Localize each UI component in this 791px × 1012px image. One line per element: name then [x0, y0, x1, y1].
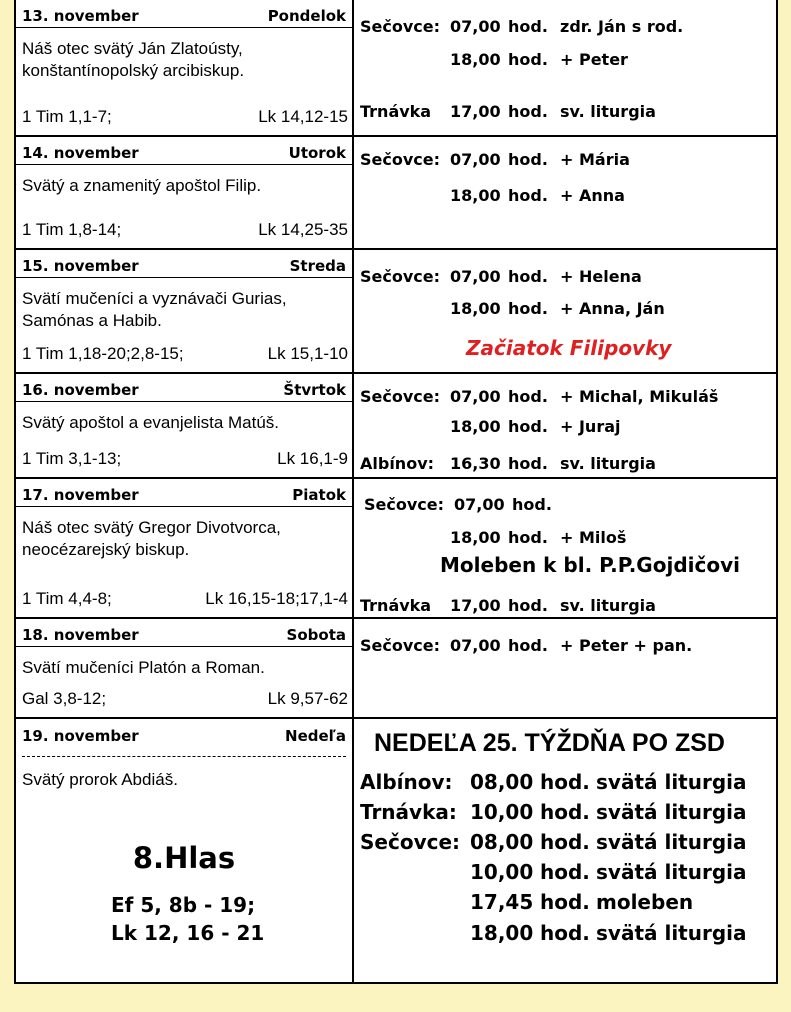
reading-epistle: 1 Tim 1,8-14;: [22, 220, 122, 239]
day-date: 17. november: [22, 486, 139, 504]
service-unit: hod.: [508, 596, 548, 615]
day-date: 16. november: [22, 381, 139, 399]
service-place: Sečovce:: [360, 636, 441, 655]
service-time: 07,00: [454, 495, 505, 514]
day-info: [16, 619, 354, 717]
service-time: 07,00: [450, 267, 501, 286]
service-time: 16,30: [450, 454, 501, 473]
reading-gospel: Lk 16,1-9: [277, 449, 348, 468]
day-date: 13. november: [22, 7, 139, 25]
day-date: 15. november: [22, 257, 139, 275]
day-date: 14. november: [22, 144, 139, 162]
service-intention: + Miloš: [560, 528, 627, 547]
day-row: [16, 479, 776, 619]
reading-epistle: Ef 5, 8b - 19;: [111, 893, 256, 917]
reading-gospel: Lk 15,1-10: [267, 344, 348, 363]
service-intention: + Anna, Ján: [560, 299, 665, 318]
service-time: 17,00: [450, 102, 501, 121]
day-row: [16, 619, 776, 719]
day-row: [16, 250, 776, 374]
day-weekday: Štvrtok: [283, 381, 346, 399]
service-time: 07,00: [450, 17, 501, 36]
reading-epistle: Gal 3,8-12;: [22, 689, 107, 708]
reading-epistle: 1 Tim 3,1-13;: [22, 449, 122, 468]
saint-text: Svätý a znamenitý apoštol Filip.: [22, 176, 262, 195]
service-place: Trnávka:: [360, 800, 457, 824]
service-time: 18,00: [450, 50, 501, 69]
service-intention: + Peter: [560, 50, 628, 69]
service-intention: svätá liturgia: [596, 921, 747, 945]
service-place: Sečovce:: [360, 150, 441, 169]
service-place: Trnávka: [360, 102, 432, 121]
service-time: 18,00: [450, 186, 501, 205]
services: [354, 137, 776, 248]
service-unit: hod.: [540, 890, 590, 914]
service-intention: sv. liturgia: [560, 102, 656, 121]
service-intention: + Juraj: [560, 417, 621, 436]
service-place: Sečovce:: [364, 495, 445, 514]
day-weekday: Utorok: [288, 144, 346, 162]
service-time: 10,00: [470, 800, 534, 824]
services: [354, 250, 776, 372]
day-weekday: Piatok: [292, 486, 346, 504]
service-unit: hod.: [512, 495, 552, 514]
saint-text: Svätí mučeníci a vyznávači Gurias, Samónas a Habib.: [22, 289, 287, 330]
service-time: 18,00: [450, 528, 501, 547]
reading-gospel: Lk 14,25-35: [258, 220, 348, 239]
reading-gospel: Lk 14,12-15: [258, 107, 348, 126]
service-intention: svätá liturgia: [596, 860, 747, 884]
service-intention: + Helena: [560, 267, 642, 286]
services: [354, 719, 776, 982]
services: [354, 619, 776, 717]
service-intention: + Peter + pan.: [560, 636, 693, 655]
day-info: [16, 719, 354, 982]
saint-text: Náš otec svätý Ján Zlatoústy, konštantínopolský arcibiskup.: [22, 39, 245, 80]
service-unit: hod.: [540, 860, 590, 884]
service-intention: svätá liturgia: [596, 830, 747, 854]
service-unit: hod.: [508, 17, 548, 36]
saint-text: Svätý prorok Abdiáš.: [22, 770, 178, 789]
service-time: 18,00: [450, 299, 501, 318]
service-intention: svätá liturgia: [596, 800, 747, 824]
saint-text: Svätý apoštol a evanjelista Matúš.: [22, 413, 280, 432]
day-header: [16, 719, 352, 757]
service-unit: hod.: [508, 267, 548, 286]
reading-gospel: Lk 9,57-62: [267, 689, 348, 708]
service-time: 17,45: [470, 890, 534, 914]
tone: 8.Hlas: [132, 841, 236, 875]
service-place: Sečovce:: [360, 17, 441, 36]
sunday-title: NEDEĽA 25. TÝŽDŇA PO ZSD: [374, 729, 725, 757]
day-info: [16, 250, 354, 372]
day-header: [16, 619, 352, 647]
service-time: 08,00: [470, 770, 534, 794]
day-info: [16, 374, 354, 477]
service-intention: + Michal, Mikuláš: [560, 387, 719, 406]
service-place: Albínov:: [360, 770, 453, 794]
day-row: [16, 0, 776, 137]
service-unit: hod.: [508, 50, 548, 69]
service-intention: sv. liturgia: [560, 454, 656, 473]
service-place: Albínov:: [360, 454, 435, 473]
service-unit: hod.: [508, 150, 548, 169]
reading-epistle: 1 Tim 1,18-20;2,8-15;: [22, 344, 184, 363]
day-info: [16, 479, 354, 617]
service-time: 07,00: [450, 387, 501, 406]
reading-epistle: 1 Tim 4,4-8;: [22, 589, 112, 608]
service-time: 08,00: [470, 830, 534, 854]
day-date: 19. november: [22, 727, 139, 745]
day-info: [16, 0, 354, 135]
service-unit: hod.: [540, 770, 590, 794]
day-row: [16, 374, 776, 479]
service-unit: hod.: [540, 921, 590, 945]
day-header: [16, 374, 352, 402]
service-place: Sečovce:: [360, 830, 461, 854]
service-unit: hod.: [508, 528, 548, 547]
day-weekday: Sobota: [286, 626, 346, 644]
service-time: 07,00: [450, 150, 501, 169]
services: [354, 374, 776, 477]
service-place: Sečovce:: [360, 267, 441, 286]
day-info: [16, 137, 354, 248]
service-unit: hod.: [508, 454, 548, 473]
service-time: 18,00: [470, 921, 534, 945]
service-time: 07,00: [450, 636, 501, 655]
service-intention: + Mária: [560, 150, 630, 169]
service-unit: hod.: [508, 417, 548, 436]
service-time: 10,00: [470, 860, 534, 884]
service-intention: + Anna: [560, 186, 625, 205]
reading-gospel: Lk 12, 16 - 21: [111, 921, 265, 945]
day-date: 18. november: [22, 626, 139, 644]
saint-text: Svätí mučeníci Platón a Roman.: [22, 658, 265, 677]
service-unit: hod.: [508, 387, 548, 406]
sunday-row: [16, 719, 776, 982]
special-note: Začiatok Filipovky: [466, 336, 672, 360]
reading-gospel: Lk 16,15-18;17,1-4: [205, 589, 348, 608]
service-place: Sečovce:: [360, 387, 441, 406]
service-unit: hod.: [508, 186, 548, 205]
services: [354, 479, 776, 617]
reading-epistle: 1 Tim 1,1-7;: [22, 107, 112, 126]
service-unit: hod.: [540, 830, 590, 854]
service-unit: hod.: [540, 800, 590, 824]
day-header: [16, 137, 352, 165]
service-intention: moleben: [596, 890, 694, 914]
day-weekday: Pondelok: [267, 7, 346, 25]
day-weekday: Nedeľa: [285, 727, 346, 745]
schedule-sheet: [14, 0, 778, 984]
header-divider: [22, 756, 346, 757]
service-place: Trnávka: [360, 596, 432, 615]
service-intention: svätá liturgia: [596, 770, 747, 794]
day-header: [16, 0, 352, 28]
saint-text: Náš otec svätý Gregor Divotvorca, neocézarejský biskup.: [22, 518, 281, 559]
services: [354, 0, 776, 135]
service-unit: hod.: [508, 636, 548, 655]
day-row: [16, 137, 776, 250]
day-header: [16, 250, 352, 278]
service-time: 18,00: [450, 417, 501, 436]
service-intention: sv. liturgia: [560, 596, 656, 615]
day-weekday: Streda: [289, 257, 346, 275]
special-note: Moleben k bl. P.P.Gojdičovi: [440, 553, 740, 577]
service-unit: hod.: [508, 102, 548, 121]
service-time: 17,00: [450, 596, 501, 615]
day-header: [16, 479, 352, 507]
service-intention: zdr. Ján s rod.: [560, 17, 684, 36]
service-unit: hod.: [508, 299, 548, 318]
